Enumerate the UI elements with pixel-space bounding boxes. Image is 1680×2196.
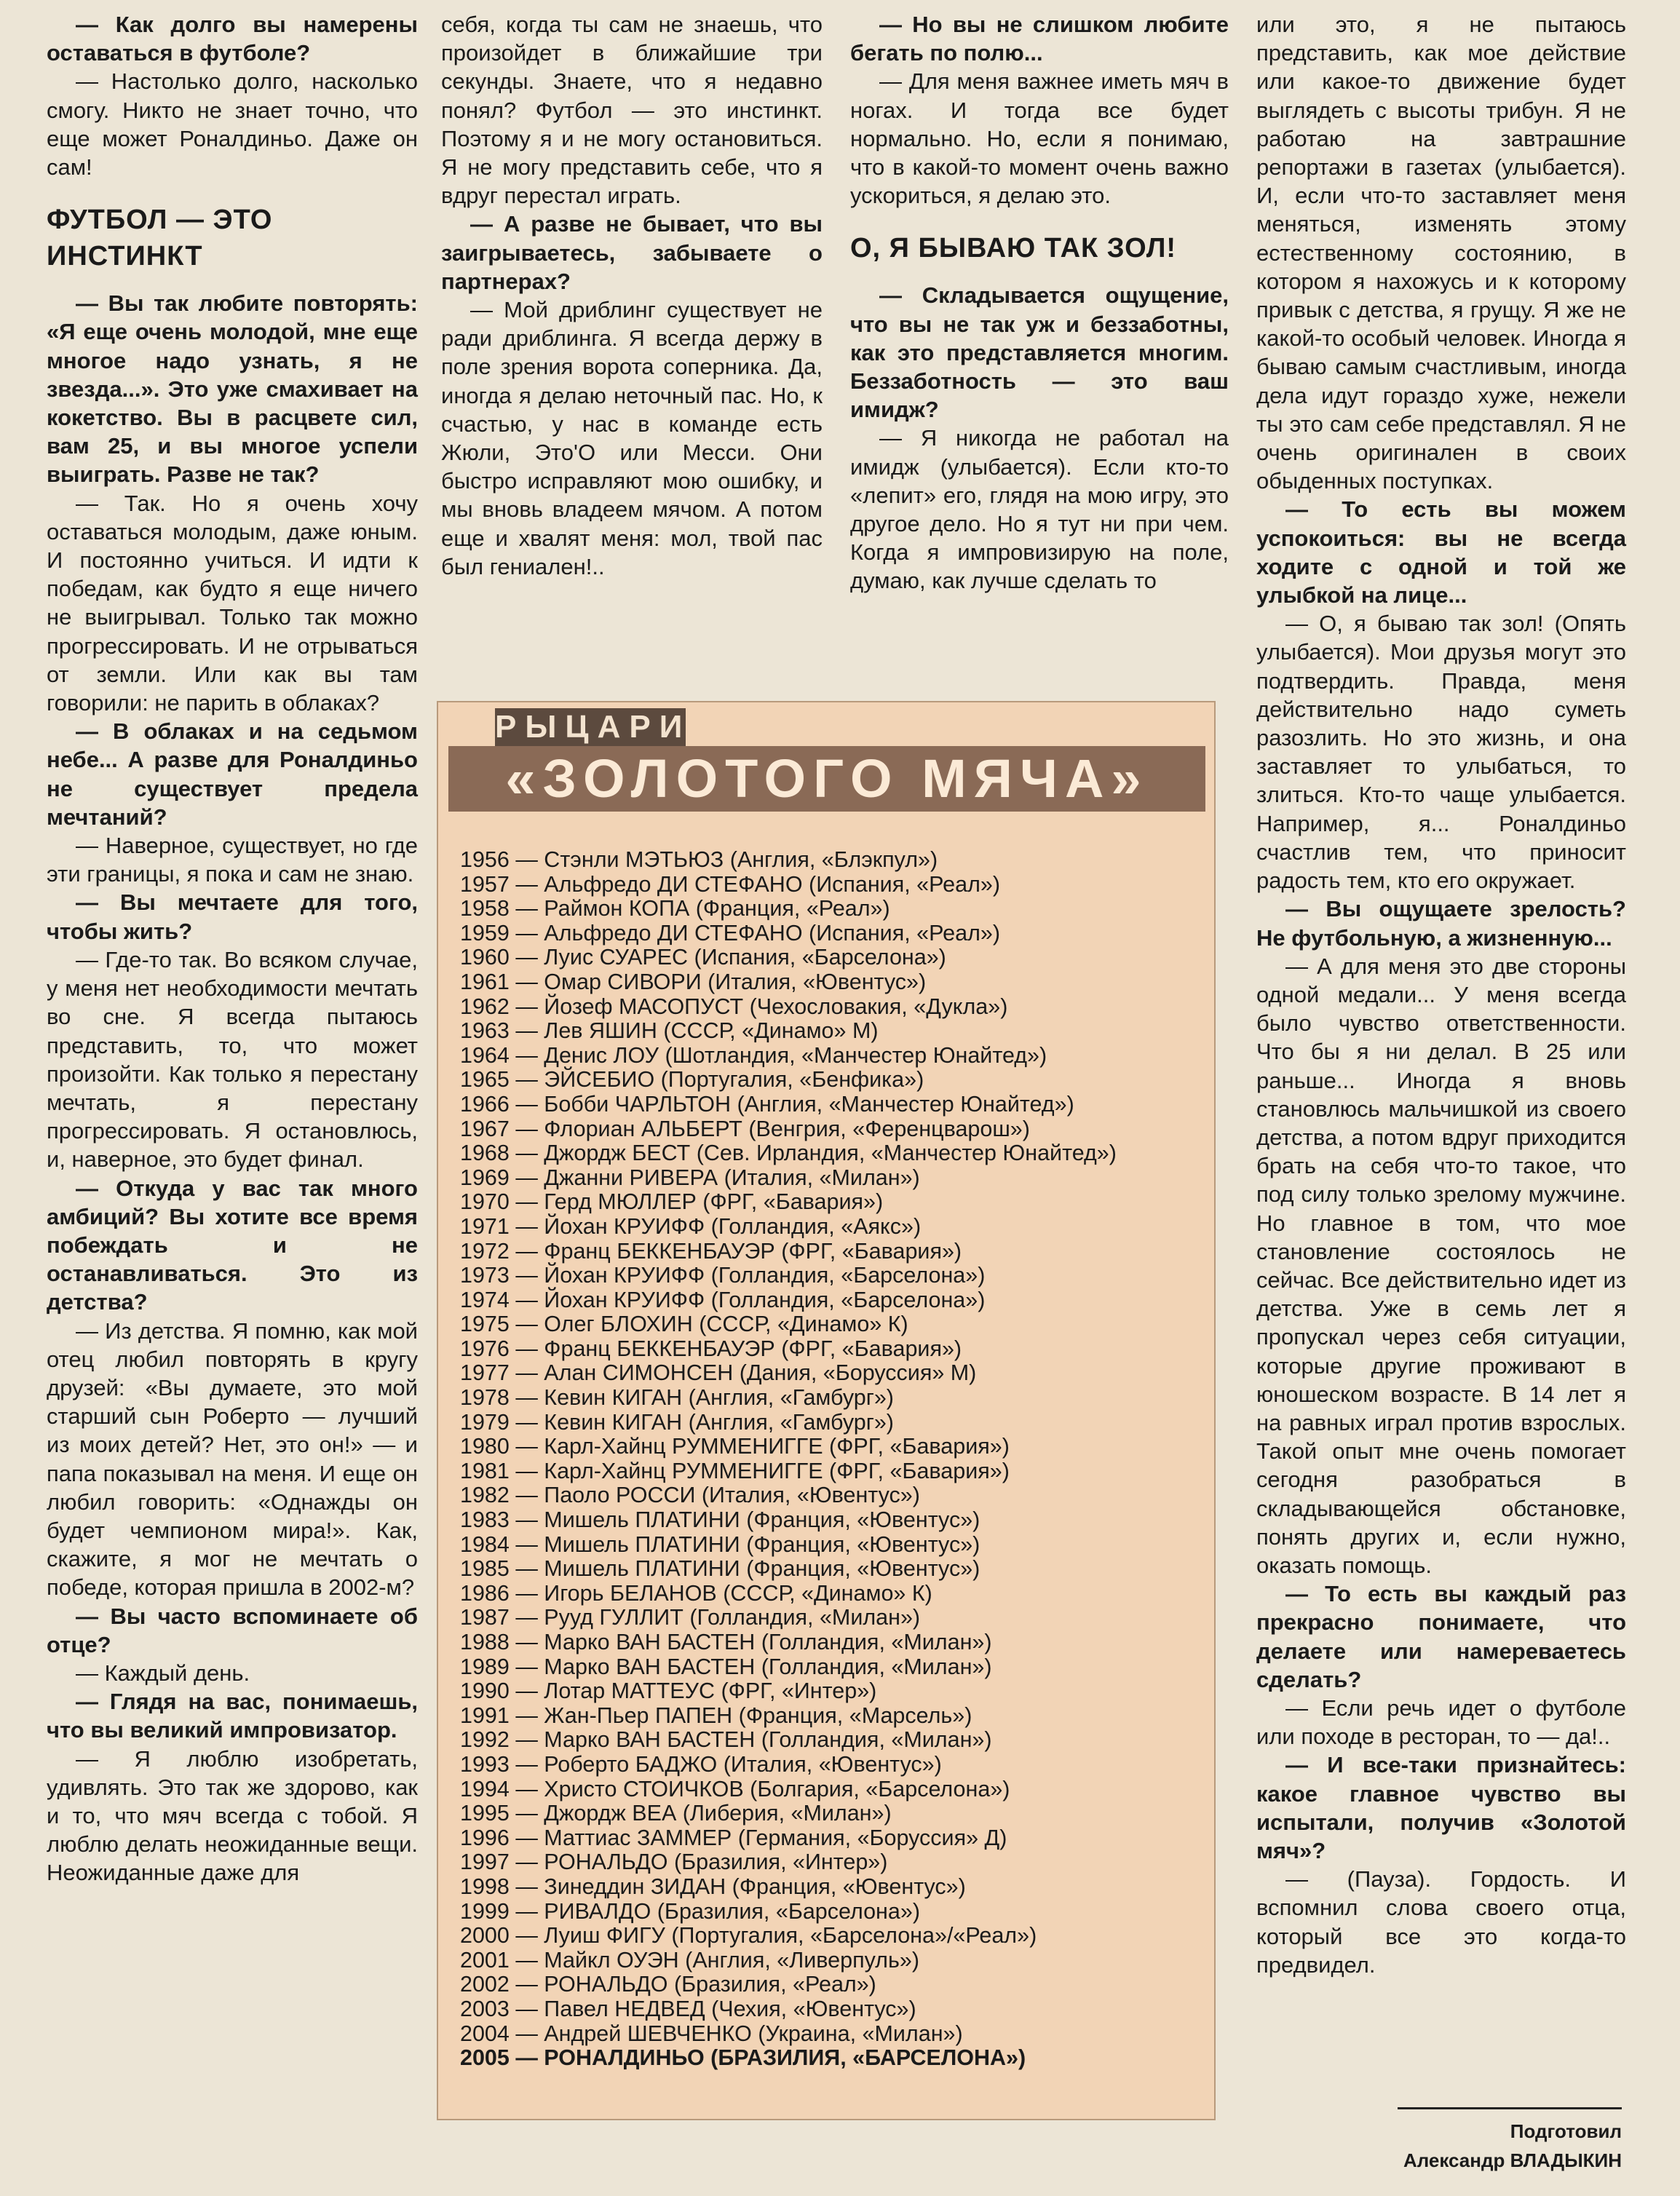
question-paragraph: — Как долго вы намерены оставаться в футболе? [47,12,418,66]
winners-list [460,848,1210,2071]
question-paragraph: — То есть вы каждый раз прекрасно понимаете, что делаете или намереваетесь сделать? [1256,1581,1626,1692]
winner-entry: 1998 — Зинеддин ЗИДАН (Франция, «Ювентус») [460,1874,966,1899]
winner-entry: 1979 — Кевин КИГАН (Англия, «Гамбург») [460,1409,894,1435]
box-header [438,702,1214,819]
winner-entry: 1965 — ЭЙСЕБИО (Португалия, «Бенфика») [460,1067,924,1093]
winner-entry: 1969 — Джанни РИВЕРА (Италия, «Милан») [460,1165,920,1190]
continued-paragraph: или это, я не пытаюсь представить, как мое действие или какое-то движение будет выглядеть с высоты трибун. Я не работаю на завтрашние репортажи в газетах (улыбается). И, если что-то заставляет меня меняться, изменять этому естественному состоянию, в котором я нахожусь и к которому привык с детства, я грущу. Я же не какой-то особый человек. Иногда я бываю самым счастливым, иногда дела идут гораздо хуже, нежели ты это сам себе представлял. Я не очень оригинален в своих обыденных поступках. [1256,12,1626,494]
answer-paragraph: — Наверное, существует, но где эти границы, я пока и сам не знаю. [47,833,418,887]
winner-entry: 2003 — Павел НЕДВЕД (Чехия, «Ювентус») [460,1996,916,2021]
winner-entry: 1959 — Альфредо ДИ СТЕФАНО (Испания, «Реал») [460,920,1000,946]
answer-paragraph: — Мой дриблинг существует не ради дриблинга. Я всегда держу в поле зрения ворота соперника. Да, иногда я делаю неточный пас. Но, к счастью, у нас в команде есть Жюли, Это'О или Месси. Они быстро исправляют мою ошибку, и мы вновь владеем мячом. А потом еще и хвалят меня: мол, твой пас был гениален!.. [441,297,823,579]
winner-entry: 1986 — Игорь БЕЛАНОВ (СССР, «Динамо» К) [460,1580,932,1606]
winner-entry: 1990 — Лотар МАТТЕУС (ФРГ, «Интер») [460,1678,877,1704]
winner-entry: 1967 — Флориан АЛЬБЕРТ (Венгрия, «Ференцварош») [460,1116,1030,1141]
answer-paragraph: — Если речь идет о футболе или походе в ресторан, то — да!.. [1256,1694,1626,1750]
winner-entry: 1981 — Карл-Хайнц РУММЕНИГГЕ (ФРГ, «Бавария») [460,1458,1010,1483]
answer-paragraph: — А для меня это две стороны одной медали... У меня всегда было чувство ответственности. Что бы я ни делал. В 25 или раньше... Иногда я вновь становлюсь мальчишкой из своего детства, а потом вдруг приходится брать на себя что-то такое, что под силу только зрелому мужчине. Но главное в том, что мое становление состоялось не сейчас. Все действительно идет из детства. Уже в семь лет я пропускал через себя ситуации, которые другие проживают в юношеском возрасте. В 14 лет я на равных играл против взрослых. Такой опыт мне очень помогает сегодня разобраться в складывающейся обстановке, понять других и, если нужно, оказать помощь. [1256,953,1626,1578]
question-paragraph: — Складывается ощущение, что вы не так уж и беззаботны, как это представляется многим. Беззаботность — это ваш имидж? [850,282,1229,423]
winner-entry: 1960 — Луис СУАРЕС (Испания, «Барселона») [460,945,946,970]
byline-rule [1398,2107,1622,2109]
answer-paragraph: — Я люблю изобретать, удивлять. Это так же здорово, как и то, что мяч всегда с тобой. Я люблю делать неожиданные вещи. Неожиданные даже для [47,1745,418,1886]
winner-entry: 1991 — Жан-Пьер ПАПЕН (Франция, «Марсель») [460,1703,972,1728]
question-paragraph: — И все-таки признайтесь: какое главное чувство вы испытали, получив «Золотой мяч»? [1256,1752,1626,1863]
winner-entry: 1993 — Роберто БАДЖО (Италия, «Ювентус») [460,1751,942,1777]
winner-entry: 1974 — Йохан КРУИФФ (Голландия, «Барселона») [460,1287,986,1312]
winner-entry: 1972 — Франц БЕККЕНБАУЭР (ФРГ, «Бавария») [460,1238,962,1264]
question-paragraph: — Но вы не слишком любите бегать по полю... [850,12,1229,66]
winner-entry: 2005 — РОНАЛДИНЬО (БРАЗИЛИЯ, «БАРСЕЛОНА») [460,2045,1026,2071]
answer-paragraph: — Я никогда не работал на имидж (улыбается). Если кто-то «лепит» его, глядя на мою игру, это другое дело. Но я тут ни при чем. Когда я импровизирую на поле, думаю, как лучше сделать то [850,425,1229,594]
winner-entry: 1994 — Христо СТОИЧКОВ (Болгария, «Барселона») [460,1776,1010,1801]
article-column-1 [47,10,418,1887]
winner-entry: 1997 — РОНАЛЬДО (Бразилия, «Интер») [460,1850,888,1875]
winner-entry: 1957 — Альфредо ДИ СТЕФАНО (Испания, «Реал») [460,871,1000,897]
winner-entry: 1977 — Алан СИМОНСЕН (Дания, «Боруссия» М) [460,1360,977,1386]
answer-paragraph: — Так. Но я очень хочу оставаться молодым, даже юным. И постоянно учиться. И идти к победам, как будто я еще ничего не выигрывал. Только так можно прогрессировать. И не отрываться от земли. Или как вы там говорили: не парить в облаках? [47,490,418,716]
winner-entry: 1962 — Йозеф МАСОПУСТ (Чехословакия, «Дукла») [460,994,1008,1019]
winner-entry: 1982 — Паоло РОССИ (Италия, «Ювентус») [460,1483,920,1508]
answer-paragraph: — Для меня важнее иметь мяч в ногах. И тогда все будет нормально. Но, если я понимаю, что в какой-то момент очень важно ускориться, я делаю это. [850,68,1229,209]
answer-paragraph: — Каждый день. [76,1660,250,1686]
winner-entry: 1984 — Мишель ПЛАТИНИ (Франция, «Ювентус») [460,1531,980,1557]
answer-paragraph: — Настолько долго, насколько смогу. Никто не знает точно, что еще может Роналдиньо. Даже он сам! [47,68,418,181]
winner-entry: 1976 — Франц БЕККЕНБАУЭР (ФРГ, «Бавария») [460,1336,962,1361]
article-column-2 [441,10,823,581]
byline-author: Александр ВЛАДЫКИН [1403,2149,1622,2171]
winner-entry: 1970 — Герд МЮЛЛЕР (ФРГ, «Бавария») [460,1189,884,1215]
winner-entry: 1980 — Карл-Хайнц РУММЕНИГГЕ (ФРГ, «Бавария») [460,1434,1010,1459]
winner-entry: 1973 — Йохан КРУИФФ (Голландия, «Барселона») [460,1263,986,1288]
question-paragraph: — А разве не бывает, что вы заигрываетесь, забываете о партнерах? [441,211,823,294]
winner-entry: 1996 — Маттиас ЗАММЕР (Германия, «Боруссия» Д) [460,1825,1007,1850]
winner-entry: 1958 — Раймон КОПА (Франция, «Реал») [460,896,890,921]
section-heading: О, Я БЫВАЮ ТАК ЗОЛ! [850,233,1177,264]
winner-entry: 1968 — Джордж БЕСТ (Сев. Ирландия, «Манчестер Юнайтед») [460,1141,1117,1166]
article-column-3 [850,10,1229,595]
byline [1332,2117,1622,2175]
box-supertitle: РЫЦАРИ [495,709,692,745]
winner-entry: 2000 — Луиш ФИГУ (Португалия, «Барселона»/«Реал») [460,1923,1037,1949]
winner-entry: 1978 — Кевин КИГАН (Англия, «Гамбург») [460,1385,894,1411]
winner-entry: 1999 — РИВАЛДО (Бразилия, «Барселона») [460,1898,920,1924]
article-column-4 [1256,10,1626,1979]
continued-paragraph: себя, когда ты сам не знаешь, что произойдет в ближайшие три секунды. Знаете, что я недавно понял? Футбол — это инстинкт. Поэтому я и не могу остановиться. Я не могу представить себе, что я вдруг перестал играть. [441,12,823,209]
byline-label: Подготовил [1510,2120,1622,2142]
winner-entry: 1983 — Мишель ПЛАТИНИ (Франция, «Ювентус») [460,1507,980,1533]
winner-entry: 1989 — Марко ВАН БАСТЕН (Голландия, «Милан») [460,1654,992,1679]
winner-entry: 1956 — Стэнли МЭТЬЮЗ (Англия, «Блэкпул») [460,847,938,872]
golden-ball-winners-box [437,701,1216,2120]
question-paragraph: — Вы так любите повторять: «Я еще очень молодой, мне еще многое надо узнать, я не звезда...». Это уже смахивает на кокетство. Вы в расцвете сил, вам 25, и вы многое успели выиграть. Разве не так? [47,290,418,488]
winner-entry: 1963 — Лев ЯШИН (СССР, «Динамо» М) [460,1018,879,1044]
winner-entry: 2001 — Майкл ОУЭН (Англия, «Ливерпуль») [460,1947,919,1973]
winner-entry: 2002 — РОНАЛЬДО (Бразилия, «Реал») [460,1972,876,1997]
winner-entry: 1988 — Марко ВАН БАСТЕН (Голландия, «Милан») [460,1630,992,1654]
winner-entry: 1966 — Бобби ЧАРЛЬТОН (Англия, «Манчестер Юнайтед») [460,1091,1074,1117]
winner-entry: 1964 — Денис ЛОУ (Шотландия, «Манчестер Юнайтед») [460,1042,1047,1068]
section-heading: ФУТБОЛ — ЭТО ИНСТИНКТ [47,205,273,272]
question-paragraph: — Вы ощущаете зрелость? Не футбольную, а жизненную... [1256,896,1626,951]
winner-entry: 1985 — Мишель ПЛАТИНИ (Франция, «Ювентус») [460,1556,980,1582]
question-paragraph: — Вы мечтаете для того, чтобы жить? [47,889,418,944]
question-paragraph: — Вы часто вспоминаете об отце? [47,1603,418,1657]
question-paragraph: — Откуда у вас так много амбиций? Вы хотите все время побеждать и не останавливаться. Это из детства? [47,1175,418,1315]
winner-entry: 1992 — Марко ВАН БАСТЕН (Голландия, «Милан») [460,1727,992,1753]
winner-entry: 1961 — Омар СИВОРИ (Италия, «Ювентус») [460,969,927,994]
answer-paragraph: — Где-то так. Во всяком случае, у меня нет необходимости мечтать во сне. Я всегда пытаюсь представить, то, что может произойти. Как только я перестану мечтать, я перестану прогрессировать. Я остановлюсь, и, наверное, это будет финал. [47,946,418,1173]
answer-paragraph: — (Пауза). Гордость. И вспомнил слова своего отца, который все это когда-то предвидел. [1256,1866,1626,1978]
answer-paragraph: — Из детства. Я помню, как мой отец любил повторять в кругу друзей: «Вы думаете, это мой старший сын Роберто — лучший из моих детей? Нет, это он!» — и папа показывал на меня. И еще он любил говорить: «Однажды он будет чемпионом мира!». Как, скажите, я мог не мечтать о победе, которая пришла в 2002-м? [47,1317,418,1601]
question-paragraph: — В облаках и на седьмом небе... А разве для Роналдиньо не существует предела мечтаний? [47,718,418,830]
question-paragraph: — Глядя на вас, понимаешь, что вы великий импровизатор. [47,1689,418,1743]
winner-entry: 2004 — Андрей ШЕВЧЕНКО (Украина, «Милан») [460,2021,963,2046]
winner-entry: 1971 — Йохан КРУИФФ (Голландия, «Аякс») [460,1213,922,1239]
question-paragraph: — То есть вы можем успокоиться: вы не всегда ходите с одной и той же улыбкой на лице... [1256,496,1626,609]
winner-entry: 1995 — Джордж ВЕА (Либерия, «Милан») [460,1801,892,1826]
box-title: «ЗОЛОТОГО МЯЧА» [448,746,1205,812]
winner-entry: 1987 — Рууд ГУЛЛИТ (Голландия, «Милан») [460,1605,921,1630]
winner-entry: 1975 — Олег БЛОХИН (СССР, «Динамо» К) [460,1312,908,1337]
answer-paragraph: — О, я бываю так зол! (Опять улыбается). Мои друзья могут это подтвердить. Правда, меня действительно надо суметь разозлить. Но это жизнь, и она заставляет то улыбаться, то злиться. Кто-то чаще улыбается. Например, я... Роналдиньо счастлив тем, что приносит радость тем, кто его окружает. [1256,611,1626,894]
